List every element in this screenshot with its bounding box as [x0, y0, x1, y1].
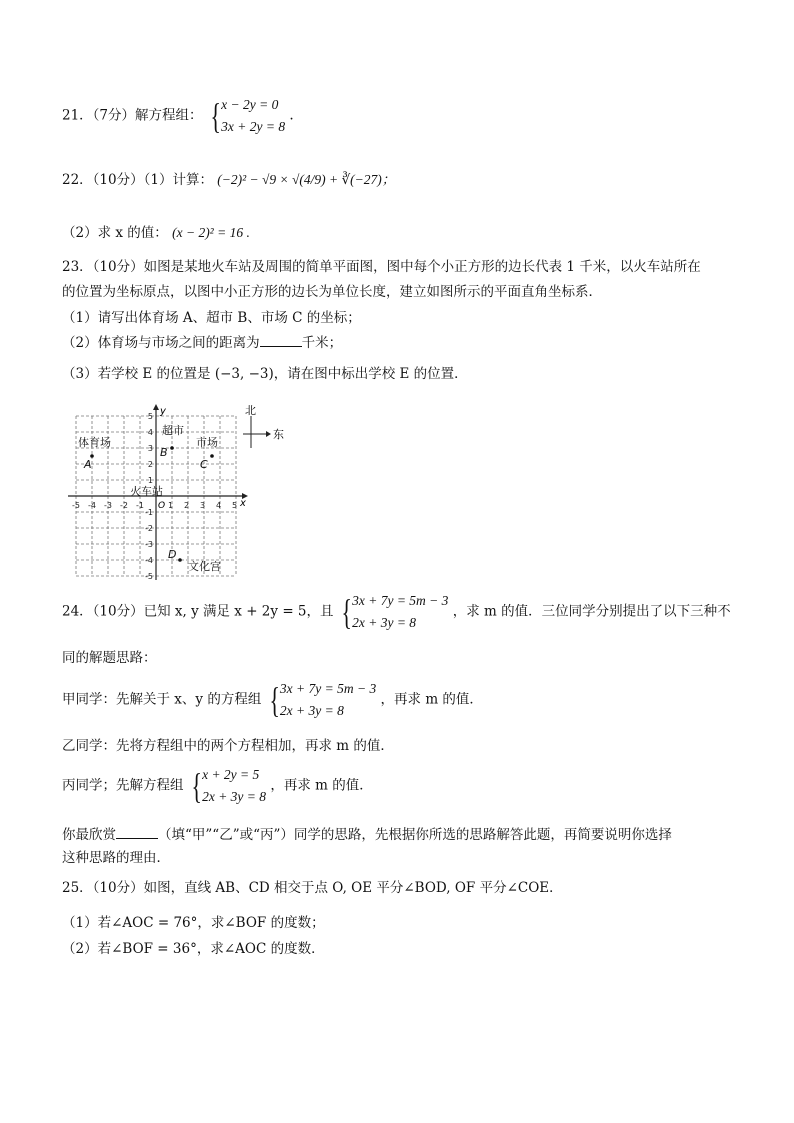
question-22-part2	[62, 225, 250, 241]
brace-icon: {	[269, 680, 280, 720]
x-tick: -4	[88, 501, 96, 510]
y-tick: -3	[145, 540, 153, 549]
y-tick: -2	[145, 524, 153, 533]
brace-icon: {	[191, 766, 202, 806]
q24-equation-system	[338, 590, 449, 634]
q24-jia-system	[266, 678, 377, 722]
label-supermarket: 超市	[162, 424, 184, 437]
y-axis-arrow-icon	[153, 404, 159, 410]
compass-icon	[243, 404, 284, 448]
q22-prefix: 22．（10分）（1）计算：	[62, 172, 213, 188]
y-tick: -5	[145, 572, 153, 581]
x-tick: 3	[200, 501, 206, 510]
q21-eq2: 3x + 2y = 8	[221, 119, 286, 134]
compass-east: 东	[273, 428, 284, 441]
q23-map-figure	[64, 402, 294, 582]
x-tick-labels	[72, 501, 237, 510]
y-tick: -1	[145, 508, 153, 517]
q23-part2-prefix: （2）体育场与市场之间的距离为	[62, 335, 260, 351]
q23-part3: （3）若学校 E 的位置是 (−3, −3)，请在图中标出学校 E 的位置．	[62, 366, 468, 382]
point-d-dot	[178, 558, 182, 562]
point-c-label: C	[200, 458, 208, 471]
label-palace: 文化宫	[188, 560, 221, 573]
q24-line1-suffix: ，求 m 的值．三位同学分别提出了以下三种不	[452, 603, 731, 620]
q21-suffix: .	[289, 107, 294, 124]
point-d-label: D	[168, 548, 177, 561]
q24-eq1: 3x + 7y = 5m − 3	[352, 593, 449, 608]
q24-jia-suffix: ，再求 m 的值．	[380, 691, 483, 708]
point-c-dot	[210, 454, 214, 458]
y-tick: 5	[147, 412, 153, 421]
q23-part1: （1）请写出体育场 A、超市 B、市场 C 的坐标；	[62, 310, 361, 326]
y-axis-label: y	[160, 406, 166, 417]
q24-yi: 乙同学：先将方程组中的两个方程相加，再求 m 的值．	[62, 738, 394, 754]
label-station: 火车站	[130, 485, 163, 498]
q24-line1-prefix: 24．（10分）已知 x, y 满足 x + 2y = 5，且	[62, 603, 334, 620]
q22-part2-expression: (x − 2)² = 16 .	[172, 225, 250, 240]
q24-bing-suffix: ，再求 m 的值．	[270, 777, 373, 794]
brace-icon: {	[341, 592, 352, 632]
q24-bing-eq1: x + 2y = 5	[202, 767, 260, 782]
x-tick: -5	[72, 501, 80, 510]
q24-jia-eq2: 2x + 3y = 8	[279, 703, 344, 718]
x-tick: -1	[136, 501, 144, 510]
label-stadium: 体育场	[78, 436, 111, 449]
x-tick: 1	[168, 501, 174, 510]
q24-bing-prefix: 丙同学；先解方程组	[62, 777, 184, 794]
label-market: 市场	[196, 436, 218, 449]
x-tick: 4	[216, 501, 222, 510]
q24-bing-eq2: 2x + 3y = 8	[202, 789, 267, 804]
q24-jia-prefix: 甲同学：先解关于 x、y 的方程组	[62, 691, 262, 708]
q25-part2: （2）若∠BOF = 36°，求∠AOC 的度数．	[62, 941, 325, 957]
q21-eq1: x − 2y = 0	[221, 97, 279, 112]
x-tick: -3	[104, 501, 112, 510]
answer-blank[interactable]	[116, 826, 158, 839]
y-tick: 2	[147, 460, 153, 469]
q21-prefix: 21．（7分）解方程组：	[62, 107, 203, 124]
compass-north: 北	[245, 404, 256, 417]
q23-line1: 23．（10分）如图是某地火车站及周围的简单平面图，图中每个小正方形的边长代表 1 千米，以火车站所在	[62, 259, 701, 275]
x-tick: 5	[232, 501, 238, 510]
question-21	[62, 94, 294, 138]
y-tick: 4	[147, 428, 153, 437]
q24-jia	[62, 678, 483, 722]
q24-choice-prefix: 你最欣赏	[62, 827, 116, 843]
question-22	[62, 172, 395, 188]
x-axis-label: x	[240, 498, 246, 509]
q24-choice-line2: 这种思路的理由．	[62, 850, 170, 866]
point-b-dot	[170, 446, 174, 450]
y-tick: -4	[145, 556, 153, 565]
x-tick: -2	[120, 501, 128, 510]
q23-part2	[62, 334, 342, 351]
point-a-label: A	[84, 458, 92, 471]
q21-equation-system	[207, 94, 285, 138]
q25-part1: （1）若∠AOC = 76°，求∠BOF 的度数；	[62, 915, 325, 931]
x-tick: 2	[184, 501, 190, 510]
q24-bing-system	[188, 764, 266, 808]
q22-expression: (−2)² − √9 × √(4/9) + ∛(−27)；	[217, 172, 396, 187]
question-24	[62, 590, 731, 634]
q24-choice	[62, 826, 672, 843]
answer-blank[interactable]	[260, 334, 302, 347]
y-tick: 3	[147, 444, 153, 453]
point-b-label: B	[160, 446, 168, 459]
q24-eq2: 2x + 3y = 8	[352, 615, 417, 630]
q24-line2: 同的解题思路：	[62, 650, 157, 666]
brace-icon: {	[210, 96, 221, 136]
q25-line1: 25．（10分）如图，直线 AB、CD 相交于点 O, OE 平分∠BOD, OF 平分∠COE．	[62, 880, 563, 896]
q23-line2: 的位置为坐标原点，以图中小正方形的边长为单位长度，建立如图所示的平面直角坐标系．	[62, 284, 602, 300]
q22-part2-prefix: （2）求 x 的值：	[62, 225, 168, 241]
origin-label: O	[158, 501, 166, 511]
q24-choice-suffix: （填“甲”“乙”或“丙”）同学的思路，先根据你所选的思路解答此题，再简要说明你选择	[158, 827, 672, 843]
q23-part2-suffix: 千米；	[301, 335, 343, 351]
q24-bing	[62, 764, 373, 808]
q24-jia-eq1: 3x + 7y = 5m − 3	[279, 681, 377, 696]
y-tick: 1	[147, 476, 153, 485]
